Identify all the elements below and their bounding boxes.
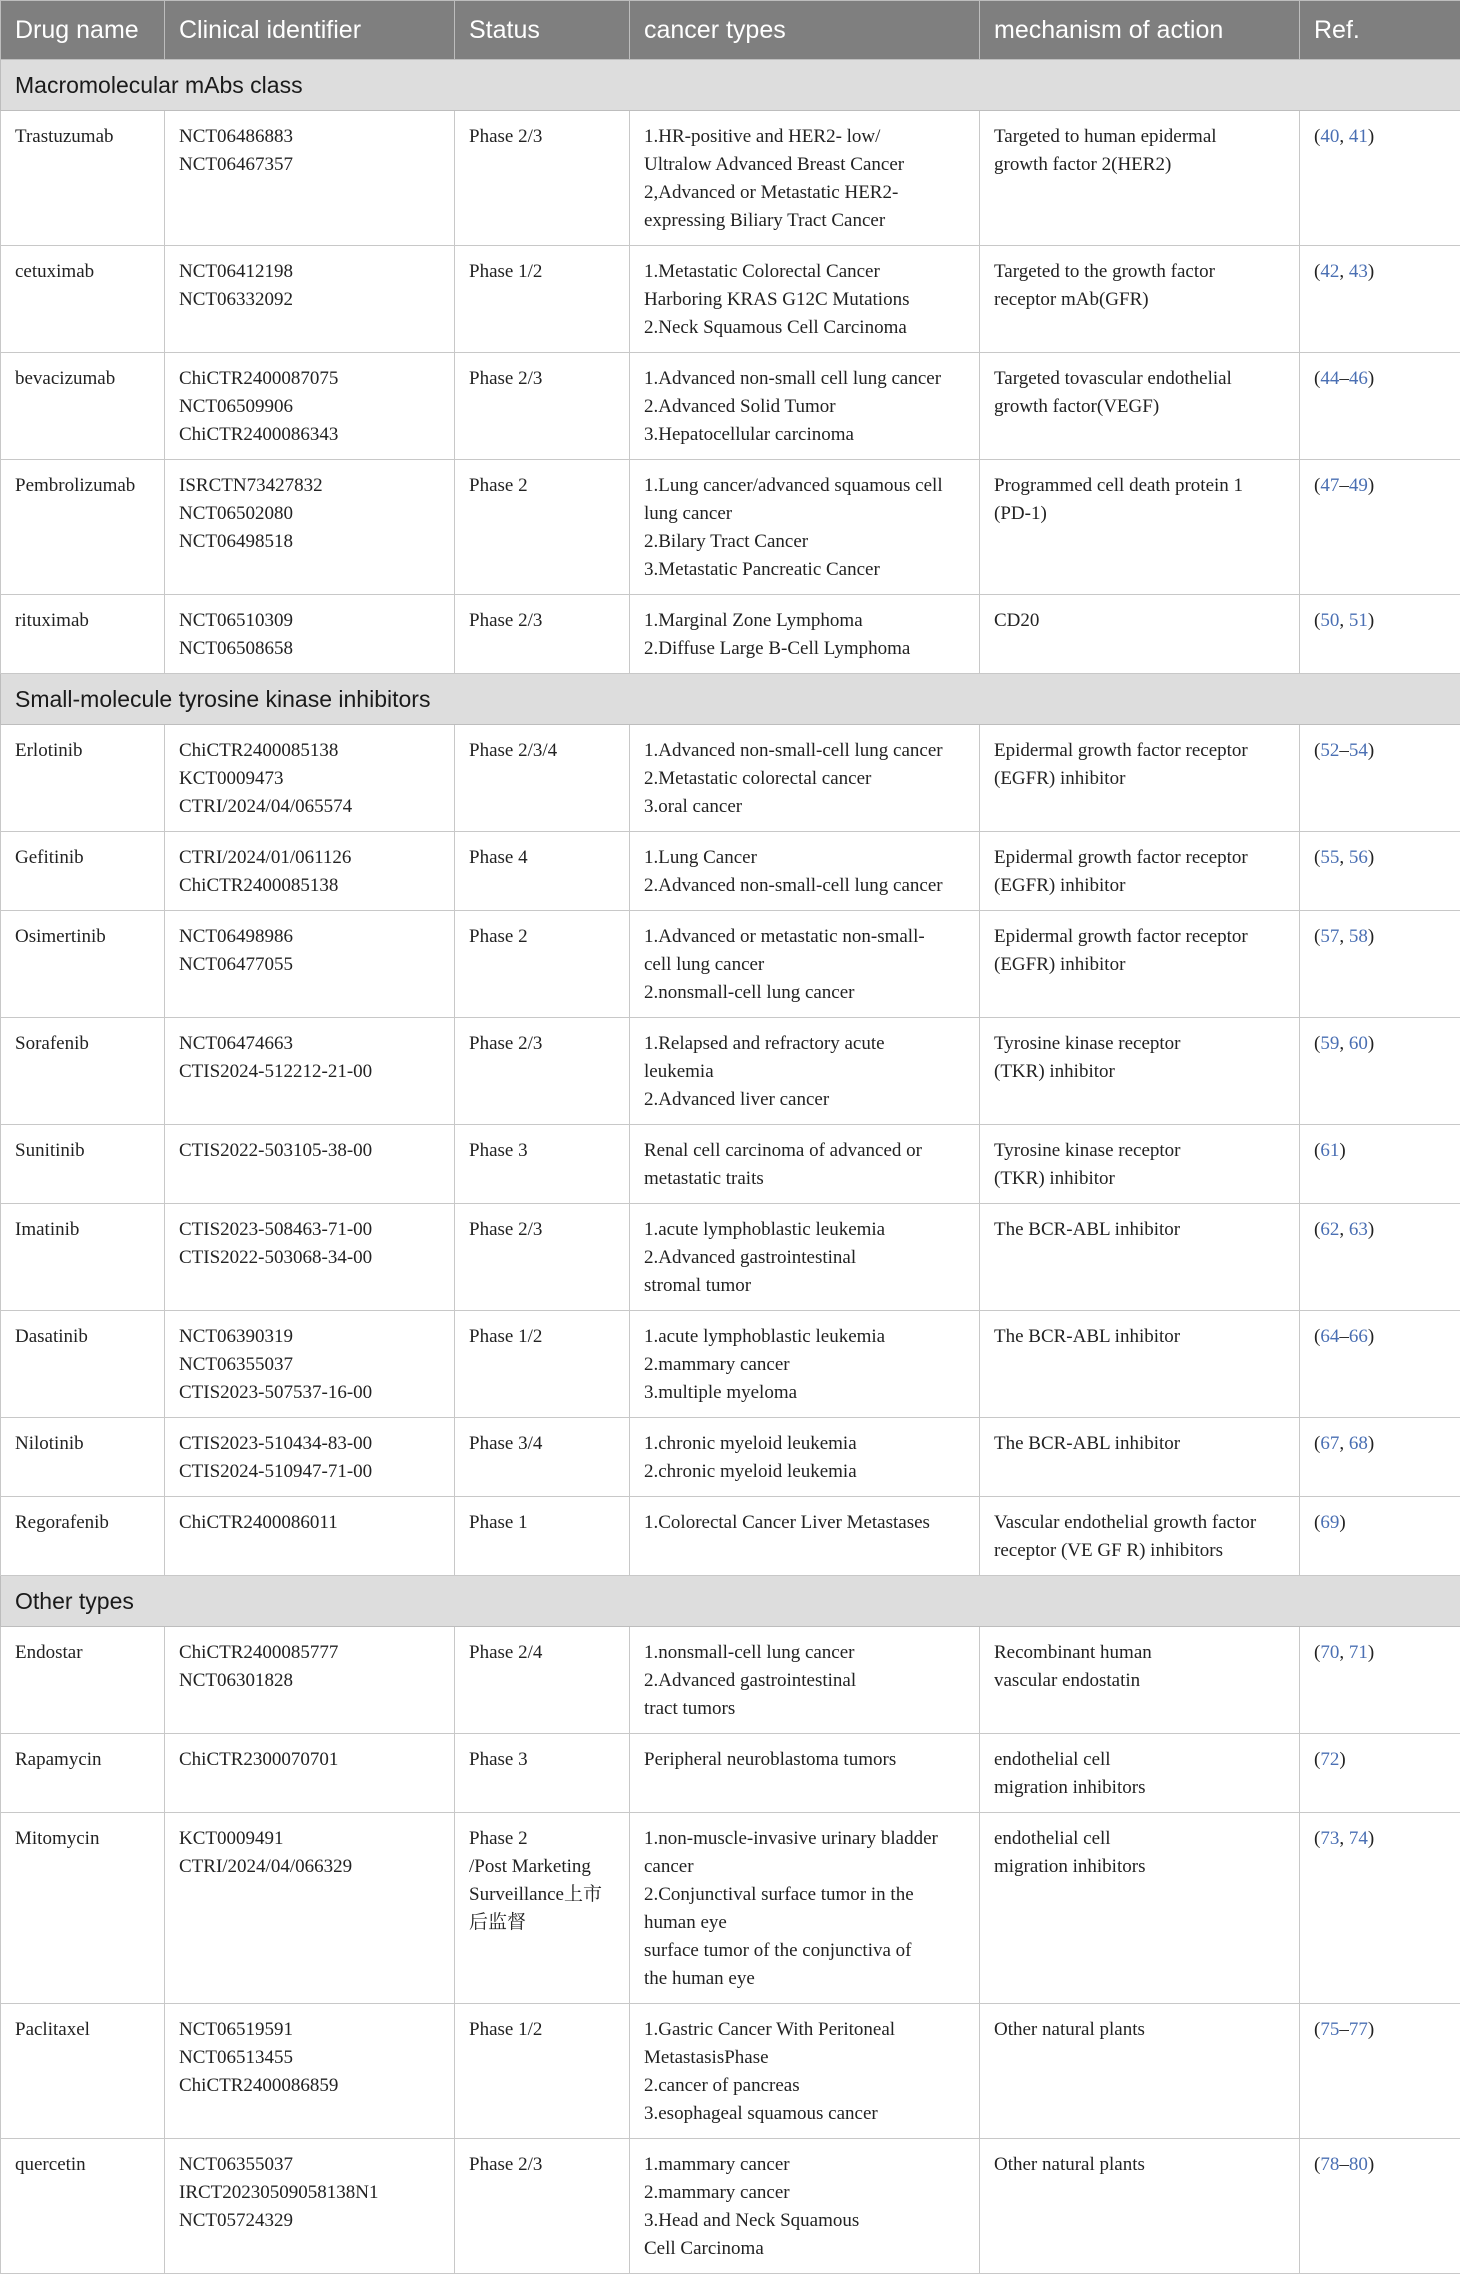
mechanism-cell: Tyrosine kinase receptor (TKR) inhibitor [980,1018,1300,1125]
reference-link[interactable]: 59 [1320,1033,1339,1054]
ref-separator: , [1339,1219,1349,1240]
cancer-types-cell: 1.non-muscle-invasive urinary bladder cancer 2.Conjunctival surface tumor in the human eye surface tumor of the conjunctiva of the human eye [630,1813,980,2004]
mechanism-cell: CD20 [980,595,1300,674]
mechanism-cell: Other natural plants [980,2139,1300,2274]
ref-paren-close: ) [1368,1219,1374,1240]
ref-paren-close: ) [1368,475,1374,496]
table-row [1,1813,1460,2004]
clinical-identifier-cell: ISRCTN73427832 NCT06502080 NCT06498518 [165,460,455,595]
table-row [1,1497,1460,1576]
mechanism-cell: endothelial cell migration inhibitors [980,1813,1300,2004]
group-title: Other types [1,1576,1460,1627]
clinical-identifier-cell: ChiCTR2400086011 [165,1497,455,1576]
table-row [1,911,1460,1018]
ref-paren-close: ) [1368,2019,1374,2040]
clinical-identifier-cell: ChiCTR2400085138 KCT0009473 CTRI/2024/04/065574 [165,725,455,832]
reference-link[interactable]: 72 [1320,1749,1339,1770]
ref-separator: – [1339,740,1349,761]
group-title: Macromolecular mAbs class [1,60,1460,111]
cancer-types-cell: 1.HR-positive and HER2- low/ Ultralow Advanced Breast Cancer 2,Advanced or Metastatic HER2- expressing Biliary Tract Cancer [630,111,980,246]
ref-cell [1300,911,1460,1018]
ref-cell [1300,595,1460,674]
reference-link[interactable]: 56 [1349,847,1368,868]
reference-link[interactable]: 41 [1349,126,1368,147]
mechanism-cell: Targeted to human epidermal growth factor 2(HER2) [980,111,1300,246]
clinical-identifier-cell: ChiCTR2300070701 [165,1734,455,1813]
ref-paren-open: ( [1314,2154,1320,2175]
ref-paren-close: ) [1368,1033,1374,1054]
drug-name-cell: quercetin [1,2139,165,2274]
mechanism-cell: The BCR-ABL inhibitor [980,1418,1300,1497]
ref-separator: , [1339,847,1349,868]
status-cell: Phase 2 [455,460,630,595]
table-row [1,725,1460,832]
column-header-mechanism: mechanism of action [980,1,1300,60]
ref-separator: , [1339,126,1349,147]
ref-cell [1300,1627,1460,1734]
cancer-types-cell: Peripheral neuroblastoma tumors [630,1734,980,1813]
group-title: Small-molecule tyrosine kinase inhibitors [1,674,1460,725]
ref-paren-close: ) [1339,1140,1345,1161]
ref-paren-open: ( [1314,2019,1320,2040]
ref-cell [1300,1311,1460,1418]
ref-cell [1300,1813,1460,2004]
mechanism-cell: Other natural plants [980,2004,1300,2139]
table-row [1,111,1460,246]
cancer-types-cell: 1.acute lymphoblastic leukemia 2.Advanced gastrointestinal stromal tumor [630,1204,980,1311]
drug-name-cell: Endostar [1,1627,165,1734]
status-cell: Phase 1/2 [455,1311,630,1418]
ref-cell [1300,1125,1460,1204]
status-cell: Phase 2/3 [455,2139,630,2274]
column-header-cancer-types: cancer types [630,1,980,60]
reference-link[interactable]: 55 [1320,847,1339,868]
table-body [1,60,1460,2274]
ref-paren-close: ) [1368,126,1374,147]
clinical-identifier-cell: CTIS2023-510434-83-00 CTIS2024-510947-71-00 [165,1418,455,1497]
ref-cell [1300,1734,1460,1813]
ref-paren-open: ( [1314,261,1320,282]
mechanism-cell: The BCR-ABL inhibitor [980,1311,1300,1418]
ref-separator: – [1339,2154,1349,2175]
mechanism-cell: Epidermal growth factor receptor (EGFR) inhibitor [980,725,1300,832]
cancer-types-cell: 1.Gastric Cancer With Peritoneal MetastasisPhase 2.cancer of pancreas 3.esophageal squamous cancer [630,2004,980,2139]
ref-paren-open: ( [1314,1433,1320,1454]
reference-link[interactable]: 77 [1349,2019,1368,2040]
column-header-status: Status [455,1,630,60]
ref-paren-close: ) [1368,740,1374,761]
status-cell: Phase 2/3 [455,353,630,460]
mechanism-cell: Targeted to the growth factor receptor mAb(GFR) [980,246,1300,353]
ref-paren-close: ) [1339,1512,1345,1533]
ref-paren-close: ) [1368,610,1374,631]
table-row [1,1418,1460,1497]
ref-paren-close: ) [1368,2154,1374,2175]
reference-link[interactable]: 46 [1349,368,1368,389]
group-row [1,674,1460,725]
ref-paren-open: ( [1314,1326,1320,1347]
ref-paren-open: ( [1314,740,1320,761]
reference-link[interactable]: 43 [1349,261,1368,282]
mechanism-cell: Epidermal growth factor receptor (EGFR) inhibitor [980,911,1300,1018]
ref-separator: , [1339,610,1349,631]
table-row [1,1311,1460,1418]
drug-name-cell: cetuximab [1,246,165,353]
group-row [1,1576,1460,1627]
drug-name-cell: Imatinib [1,1204,165,1311]
ref-paren-close: ) [1339,1749,1345,1770]
reference-link[interactable]: 57 [1320,926,1339,947]
drug-name-cell: Gefitinib [1,832,165,911]
reference-link[interactable]: 69 [1320,1512,1339,1533]
cancer-types-cell: 1.Advanced or metastatic non-small- cell lung cancer 2.nonsmall-cell lung cancer [630,911,980,1018]
clinical-identifier-cell: NCT06412198 NCT06332092 [165,246,455,353]
drug-name-cell: Erlotinib [1,725,165,832]
reference-link[interactable]: 49 [1349,475,1368,496]
clinical-identifier-cell: NCT06519591 NCT06513455 ChiCTR2400086859 [165,2004,455,2139]
drug-name-cell: bevacizumab [1,353,165,460]
clinical-identifier-cell: ChiCTR2400085777 NCT06301828 [165,1627,455,1734]
ref-separator: , [1339,1433,1349,1454]
clinical-identifier-cell: NCT06355037 IRCT20230509058138N1 NCT05724329 [165,2139,455,2274]
table-row [1,595,1460,674]
reference-link[interactable]: 64 [1320,1326,1339,1347]
mechanism-cell: Tyrosine kinase receptor (TKR) inhibitor [980,1125,1300,1204]
ref-separator: – [1339,368,1349,389]
clinical-identifier-cell: KCT0009491 CTRI/2024/04/066329 [165,1813,455,2004]
status-cell: Phase 2/4 [455,1627,630,1734]
table-row [1,2139,1460,2274]
mechanism-cell: Recombinant human vascular endostatin [980,1627,1300,1734]
drug-name-cell: Dasatinib [1,1311,165,1418]
ref-paren-open: ( [1314,610,1320,631]
ref-separator: – [1339,2019,1349,2040]
cancer-types-cell: 1.Lung Cancer 2.Advanced non-small-cell lung cancer [630,832,980,911]
cancer-types-cell: 1.acute lymphoblastic leukemia 2.mammary cancer 3.multiple myeloma [630,1311,980,1418]
mechanism-cell: endothelial cell migration inhibitors [980,1734,1300,1813]
ref-cell [1300,111,1460,246]
ref-paren-close: ) [1368,926,1374,947]
status-cell: Phase 2/3 [455,111,630,246]
cancer-types-cell: Renal cell carcinoma of advanced or metastatic traits [630,1125,980,1204]
ref-paren-open: ( [1314,1033,1320,1054]
clinical-identifier-cell: NCT06486883 NCT06467357 [165,111,455,246]
reference-link[interactable]: 70 [1320,1642,1339,1663]
reference-link[interactable]: 50 [1320,610,1339,631]
reference-link[interactable]: 66 [1349,1326,1368,1347]
ref-paren-open: ( [1314,475,1320,496]
reference-link[interactable]: 51 [1349,610,1368,631]
status-cell: Phase 1 [455,1497,630,1576]
ref-paren-open: ( [1314,1828,1320,1849]
reference-link[interactable]: 73 [1320,1828,1339,1849]
status-cell: Phase 3/4 [455,1418,630,1497]
reference-link[interactable]: 44 [1320,368,1339,389]
table-row [1,1125,1460,1204]
table-row [1,1018,1460,1125]
column-header-drug-name: Drug name [1,1,165,60]
status-cell: Phase 3 [455,1125,630,1204]
reference-link[interactable]: 78 [1320,2154,1339,2175]
table-row [1,460,1460,595]
clinical-identifier-cell: CTRI/2024/01/061126 ChiCTR2400085138 [165,832,455,911]
reference-link[interactable]: 58 [1349,926,1368,947]
reference-link[interactable]: 42 [1320,261,1339,282]
table-row [1,246,1460,353]
mechanism-cell: Vascular endothelial growth factor receptor (VE GF R) inhibitors [980,1497,1300,1576]
reference-link[interactable]: 67 [1320,1433,1339,1454]
ref-cell [1300,1204,1460,1311]
ref-paren-open: ( [1314,926,1320,947]
table-row [1,353,1460,460]
table-row [1,1204,1460,1311]
drug-name-cell: Pembrolizumab [1,460,165,595]
reference-link[interactable]: 63 [1349,1219,1368,1240]
drug-name-cell: Mitomycin [1,1813,165,2004]
table-row [1,2004,1460,2139]
ref-paren-open: ( [1314,847,1320,868]
status-cell: Phase 2/3/4 [455,725,630,832]
status-cell: Phase 3 [455,1734,630,1813]
ref-paren-close: ) [1368,1828,1374,1849]
ref-separator: , [1339,926,1349,947]
status-cell: Phase 4 [455,832,630,911]
clinical-identifier-cell: CTIS2023-508463-71-00 CTIS2022-503068-34-00 [165,1204,455,1311]
mechanism-cell: Targeted tovascular endothelial growth factor(VEGF) [980,353,1300,460]
cancer-types-cell: 1.Colorectal Cancer Liver Metastases [630,1497,980,1576]
ref-cell [1300,1018,1460,1125]
ref-paren-open: ( [1314,1140,1320,1161]
ref-cell [1300,725,1460,832]
reference-link[interactable]: 40 [1320,126,1339,147]
reference-link[interactable]: 54 [1349,740,1368,761]
ref-cell [1300,1497,1460,1576]
group-row [1,60,1460,111]
ref-cell [1300,460,1460,595]
status-cell: Phase 2 /Post Marketing Surveillance上市 后监督 [455,1813,630,2004]
drug-name-cell: Rapamycin [1,1734,165,1813]
ref-paren-open: ( [1314,368,1320,389]
clinical-identifier-cell: NCT06474663 CTIS2024-512212-21-00 [165,1018,455,1125]
drug-name-cell: Osimertinib [1,911,165,1018]
cancer-types-cell: 1.nonsmall-cell lung cancer 2.Advanced gastrointestinal tract tumors [630,1627,980,1734]
header-row [1,1,1460,60]
ref-separator: , [1339,1033,1349,1054]
clinical-identifier-cell: ChiCTR2400087075 NCT06509906 ChiCTR2400086343 [165,353,455,460]
reference-link[interactable]: 60 [1349,1033,1368,1054]
ref-cell [1300,2139,1460,2274]
clinical-identifier-cell: CTIS2022-503105-38-00 [165,1125,455,1204]
ref-separator: , [1339,261,1349,282]
ref-cell [1300,353,1460,460]
ref-separator: , [1339,1642,1349,1663]
status-cell: Phase 1/2 [455,2004,630,2139]
cancer-types-cell: 1.Metastatic Colorectal Cancer Harboring KRAS G12C Mutations 2.Neck Squamous Cell Carcinoma [630,246,980,353]
reference-link[interactable]: 52 [1320,740,1339,761]
mechanism-cell: Epidermal growth factor receptor (EGFR) inhibitor [980,832,1300,911]
clinical-identifier-cell: NCT06498986 NCT06477055 [165,911,455,1018]
mechanism-cell: The BCR-ABL inhibitor [980,1204,1300,1311]
table-row [1,1734,1460,1813]
ref-cell [1300,2004,1460,2139]
ref-separator: – [1339,475,1349,496]
ref-cell [1300,1418,1460,1497]
reference-link[interactable]: 80 [1349,2154,1368,2175]
ref-separator: , [1339,1828,1349,1849]
reference-link[interactable]: 62 [1320,1219,1339,1240]
cancer-types-cell: 1.Lung cancer/advanced squamous cell lung cancer 2.Bilary Tract Cancer 3.Metastatic Pancreatic Cancer [630,460,980,595]
reference-link[interactable]: 75 [1320,2019,1339,2040]
ref-cell [1300,832,1460,911]
reference-link[interactable]: 47 [1320,475,1339,496]
ref-paren-close: ) [1368,1433,1374,1454]
table-header [1,1,1460,60]
ref-paren-close: ) [1368,1326,1374,1347]
reference-link[interactable]: 74 [1349,1828,1368,1849]
status-cell: Phase 2/3 [455,595,630,674]
status-cell: Phase 1/2 [455,246,630,353]
reference-link[interactable]: 71 [1349,1642,1368,1663]
status-cell: Phase 2/3 [455,1204,630,1311]
drug-name-cell: Sunitinib [1,1125,165,1204]
ref-paren-close: ) [1368,1642,1374,1663]
drug-name-cell: rituximab [1,595,165,674]
clinical-identifier-cell: NCT06510309 NCT06508658 [165,595,455,674]
cancer-types-cell: 1.Marginal Zone Lymphoma 2.Diffuse Large B-Cell Lymphoma [630,595,980,674]
table-row [1,1627,1460,1734]
ref-cell [1300,246,1460,353]
ref-paren-open: ( [1314,126,1320,147]
column-header-ref: Ref. [1300,1,1460,60]
drug-name-cell: Sorafenib [1,1018,165,1125]
status-cell: Phase 2 [455,911,630,1018]
status-cell: Phase 2/3 [455,1018,630,1125]
cancer-types-cell: 1.Relapsed and refractory acute leukemia 2.Advanced liver cancer [630,1018,980,1125]
ref-paren-close: ) [1368,368,1374,389]
drug-name-cell: Trastuzumab [1,111,165,246]
column-header-clinical-identifier: Clinical identifier [165,1,455,60]
mechanism-cell: Programmed cell death protein 1 (PD-1) [980,460,1300,595]
cancer-types-cell: 1.Advanced non-small-cell lung cancer 2.Metastatic colorectal cancer 3.oral cancer [630,725,980,832]
drug-name-cell: Nilotinib [1,1418,165,1497]
reference-link[interactable]: 61 [1320,1140,1339,1161]
cancer-types-cell: 1.Advanced non-small cell lung cancer 2.Advanced Solid Tumor 3.Hepatocellular carcinoma [630,353,980,460]
drug-name-cell: Regorafenib [1,1497,165,1576]
table-row [1,832,1460,911]
cancer-types-cell: 1.mammary cancer 2.mammary cancer 3.Head and Neck Squamous Cell Carcinoma [630,2139,980,2274]
drug-name-cell: Paclitaxel [1,2004,165,2139]
reference-link[interactable]: 68 [1349,1433,1368,1454]
ref-paren-open: ( [1314,1642,1320,1663]
ref-paren-close: ) [1368,261,1374,282]
clinical-identifier-cell: NCT06390319 NCT06355037 CTIS2023-507537-16-00 [165,1311,455,1418]
ref-paren-open: ( [1314,1512,1320,1533]
ref-paren-close: ) [1368,847,1374,868]
ref-paren-open: ( [1314,1749,1320,1770]
ref-separator: – [1339,1326,1349,1347]
cancer-types-cell: 1.chronic myeloid leukemia 2.chronic myeloid leukemia [630,1418,980,1497]
ref-paren-open: ( [1314,1219,1320,1240]
